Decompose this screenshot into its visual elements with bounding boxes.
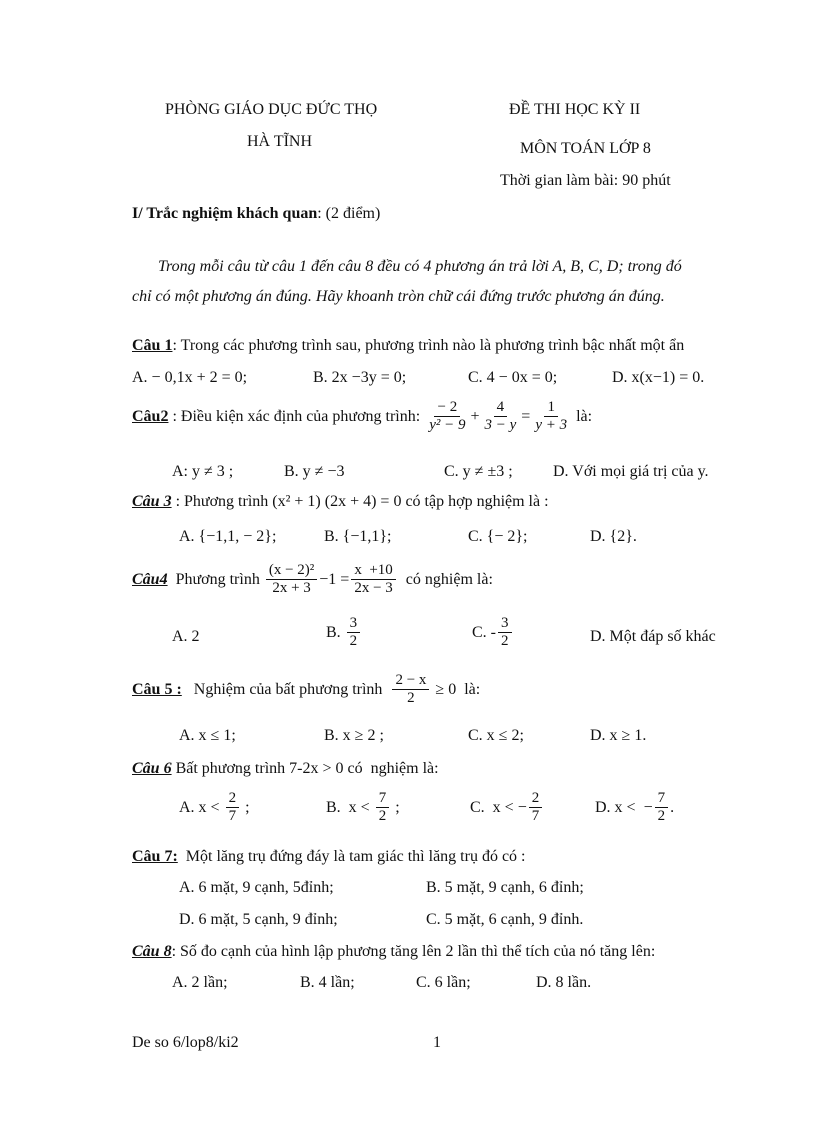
question-3 (132, 493, 549, 511)
q4-option-b (326, 615, 362, 651)
option-prefix: C. - (472, 623, 496, 641)
fraction-denominator: 2 (349, 633, 358, 650)
q7-option-c: D. 6 mặt, 5 cạnh, 9 đỉnh; (179, 911, 338, 928)
fraction-numerator: 1 (544, 399, 558, 417)
question-tail: ≥ 0 là: (431, 680, 481, 698)
exam-subject: MÔN TOÁN LỚP 8 (520, 140, 651, 157)
fraction (426, 399, 468, 435)
q1-option-b: B. 2x −3y = 0; (313, 369, 407, 386)
q3-option-c: C. {− 2}; (468, 528, 528, 545)
q3-option-a: A. {−1,1, − 2}; (179, 528, 277, 545)
q8-option-b: B. 4 lần; (300, 974, 355, 991)
fraction-numerator: 4 (494, 399, 508, 417)
fraction-denominator: 2 (378, 808, 387, 825)
fraction (347, 615, 361, 651)
question-label: Câu 6 (132, 760, 172, 777)
question-2 (132, 399, 592, 435)
q3-option-d: D. {2}. (590, 528, 637, 545)
q8-option-c: C. 6 lần; (416, 974, 471, 991)
fraction-denominator: 3 − y (484, 417, 517, 434)
fraction-denominator: y² − 9 (429, 417, 466, 434)
question-label: Câu 1 (132, 337, 173, 354)
fraction-denominator: 7 (228, 808, 237, 825)
q2-option-d: D. Với mọi giá trị của y. (553, 463, 709, 480)
section-title: I/ Trắc nghiệm khách quan (132, 205, 318, 222)
q2-option-b: B. y ≠ −3 (284, 463, 345, 480)
fraction-numerator: 3 (498, 615, 512, 633)
fraction-numerator: 2 (529, 790, 543, 808)
q5-option-a: A. x ≤ 1; (179, 727, 236, 744)
q5-option-b: B. x ≥ 2 ; (324, 727, 384, 744)
question-text: Bất phương trình 7-2x > 0 có nghiệm là: (171, 760, 439, 777)
fraction (482, 399, 520, 435)
section-heading (132, 205, 380, 223)
question-label: Câu 8 (132, 943, 172, 960)
fraction (529, 790, 543, 826)
footer-doc-id: De so 6/lop8/ki2 (132, 1034, 239, 1051)
fraction-denominator: 2 (501, 633, 509, 650)
question-text: Một lăng trụ đứng đáy là tam giác thì lăng trụ đó có : (177, 848, 526, 865)
exam-title: ĐỀ THI HỌC KỲ II (509, 101, 641, 118)
instructions-line-2: chỉ có một phương án đúng. Hãy khoanh tròn chữ cái đứng trước phương án đúng. (132, 288, 665, 305)
fraction-numerator: 7 (655, 790, 669, 808)
fraction-denominator: 2x + 3 (272, 580, 311, 597)
section-points: : (2 điểm) (317, 205, 381, 222)
question-label: Câu 7: (132, 848, 178, 865)
fraction (376, 790, 390, 826)
page-number: 1 (433, 1034, 441, 1051)
option-prefix: A. x < (179, 798, 224, 816)
question-label: Câu4 (132, 570, 168, 588)
question-4 (132, 562, 493, 598)
q7-option-d: C. 5 mặt, 6 cạnh, 9 đỉnh. (426, 911, 584, 928)
fraction (498, 615, 512, 651)
q4-option-c (472, 615, 514, 651)
question-label: Câu 5 : (132, 680, 182, 698)
option-tail: . (670, 798, 675, 816)
option-prefix: B. (326, 623, 345, 641)
q5-option-c: C. x ≤ 2; (468, 727, 524, 744)
q7-option-b: B. 5 mặt, 9 cạnh, 6 đỉnh; (426, 879, 584, 896)
q6-option-d (595, 790, 674, 826)
q8-option-a: A. 2 lần; (172, 974, 228, 991)
fraction (266, 562, 317, 598)
option-prefix: C. x < − (470, 798, 527, 816)
option-prefix: D. x < − (595, 798, 653, 816)
exam-time: Thời gian làm bài: 90 phút (500, 172, 671, 189)
fraction (392, 672, 429, 708)
q1-option-d: D. x(x−1) = 0. (612, 369, 705, 386)
option-tail: ; (241, 798, 250, 816)
q5-option-d: D. x ≥ 1. (590, 727, 647, 744)
question-tail: là: (572, 407, 593, 425)
instructions-line-1: Trong mỗi câu từ câu 1 đến câu 8 đều có 4 phương án trả lời A, B, C, D; trong đó (158, 258, 682, 275)
fraction-numerator: x +10 (351, 562, 395, 580)
q4-option-a: A. 2 (172, 628, 200, 645)
question-5 (132, 672, 480, 708)
equals-sign: = (521, 407, 531, 425)
question-text: : Trong các phương trình sau, phương trình nào là phương trình bậc nhất một ẩn (172, 337, 685, 354)
question-text: : Phương trình (x² + 1) (2x + 4) = 0 có tập hợp nghiệm là : (171, 493, 549, 510)
fraction-denominator: 7 (531, 808, 540, 825)
fraction-denominator: 2 (657, 808, 666, 825)
question-1 (132, 337, 684, 355)
question-text: : Số đo cạnh của hình lập phương tăng lên 2 lần thì thể tích của nó tăng lên: (171, 943, 656, 960)
fraction-numerator: 3 (347, 615, 361, 633)
fraction-denominator: 2x − 3 (354, 580, 393, 597)
q6-option-a (179, 790, 250, 826)
fraction-numerator: (x − 2)² (266, 562, 317, 580)
minus-one: −1 = (319, 570, 350, 588)
q6-option-c (470, 790, 544, 826)
q7-option-a: A. 6 mặt, 9 cạnh, 5đỉnh; (179, 879, 334, 896)
question-label: Câu2 (132, 407, 169, 425)
fraction (226, 790, 240, 826)
q6-option-b (326, 790, 400, 826)
fraction (532, 399, 570, 435)
question-text: : Điều kiện xác định của phương trình: (168, 407, 425, 425)
question-text: Phương trình (167, 570, 264, 588)
plus-sign: + (470, 407, 480, 425)
fraction (351, 562, 395, 598)
question-6 (132, 760, 439, 778)
q1-option-a: A. − 0,1x + 2 = 0; (132, 369, 248, 386)
q2-option-c: C. y ≠ ±3 ; (444, 463, 513, 480)
fraction-numerator: 7 (376, 790, 390, 808)
q2-option-a: A: y ≠ 3 ; (172, 463, 234, 480)
fraction (655, 790, 669, 826)
question-label: Câu 3 (132, 493, 172, 510)
school-name: PHÒNG GIÁO DỤC ĐỨC THỌ (165, 101, 378, 118)
question-tail: có nghiệm là: (397, 570, 493, 588)
fraction-denominator: y + 3 (535, 417, 568, 434)
option-prefix: B. x < (326, 798, 374, 816)
q1-option-c: C. 4 − 0x = 0; (468, 369, 558, 386)
question-7 (132, 848, 526, 866)
question-8 (132, 943, 655, 961)
q4-option-d: D. Một đáp số khác (590, 628, 716, 645)
option-tail: ; (391, 798, 400, 816)
fraction-numerator: 2 − x (392, 672, 429, 690)
q8-option-d: D. 8 lần. (536, 974, 592, 991)
fraction-denominator: 2 (407, 690, 415, 707)
fraction-numerator: 2 (226, 790, 240, 808)
school-region: HÀ TĨNH (247, 133, 313, 150)
q3-option-b: B. {−1,1}; (324, 528, 392, 545)
question-text: Nghiệm của bất phương trình (181, 680, 391, 698)
fraction-numerator: − 2 (434, 399, 460, 417)
